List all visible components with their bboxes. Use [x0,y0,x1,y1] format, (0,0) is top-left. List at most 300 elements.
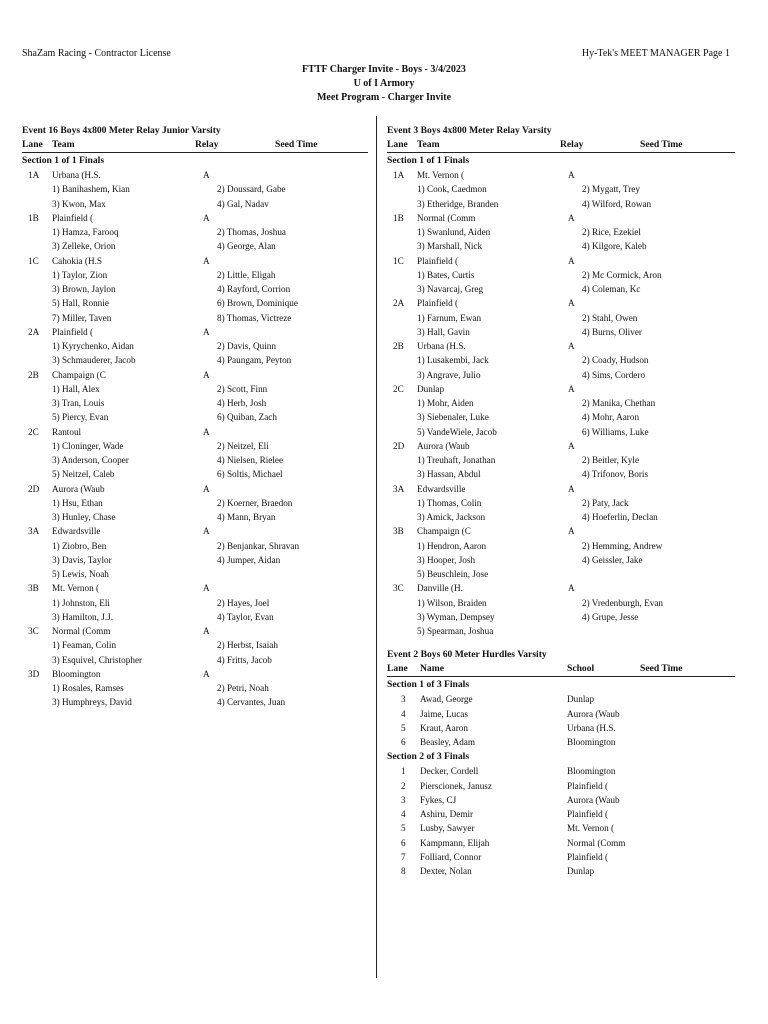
lane-number: 3 [401,694,406,705]
lane-number: 2D [28,483,40,494]
lane-number: 3C [28,626,39,636]
relay-athletes-row [387,182,735,196]
lane-number: 6 [401,837,406,848]
relay-athletes-row [22,610,368,624]
relay-athletes-row [387,282,735,296]
relay-athlete: 2) Coady, Hudson [582,355,649,366]
relay-athletes-row [387,311,735,325]
relay-athletes-row [22,496,368,510]
relay-athlete: 2) Hemming, Andrew [582,540,663,551]
relay-athlete: 5) Neitzel, Caleb [52,469,115,480]
relay-team-row [22,624,368,638]
team-name: Plainfield ( [417,255,459,266]
relay-athlete: 3) Wyman, Dempsey [417,611,495,622]
relay-athlete: 5) Piercy, Evan [52,412,109,423]
team-name: Urbana (H.S. [52,170,101,180]
lane-number: 2A [393,298,405,309]
relay-athlete: 4) Nielsen, Rielee [217,455,284,465]
header-team: Team [417,139,440,150]
relay-athlete: 2) Scott, Finn [217,383,268,394]
relay-athletes-row [387,596,735,610]
relay-athlete: 2) Beitler, Kyle [582,455,640,465]
relay-athlete: 4) Rayford, Corrion [217,284,291,294]
relay-athlete: 1) Taylor, Zion [52,269,108,280]
header-seed-time: Seed Time [640,663,683,675]
column-header-row [22,138,368,153]
header-relay: Relay [195,139,219,150]
relay-athlete: 5) Spearman, Joshua [417,626,494,636]
relay-athlete: 3) Hamilton, J.J. [52,611,113,622]
relay-athletes-row [387,453,735,467]
relay-athlete: 3) Humphreys, David [52,697,132,708]
event-block [387,648,735,878]
relay-team-row [387,482,735,496]
school-name: Mt. Vernon ( [567,823,615,834]
athlete-name: Beasley, Adam [420,737,476,747]
relay-athletes-row [22,553,368,567]
lane-number: 3D [28,668,40,679]
relay-athlete: 3) Davis, Taylor [52,554,112,565]
relay-athlete: 2) Davis, Quinn [217,341,276,351]
relay-athletes-row [22,453,368,467]
relay-athlete: 4) Gal, Nadav [217,198,269,209]
relay-athletes-row [387,539,735,553]
relay-athlete: 2) Mygatt, Trey [582,184,640,195]
relay-letter: A [203,483,210,494]
header-seed-time: Seed Time [275,139,318,150]
team-name: Rantoul [52,426,82,437]
relay-athlete: 4) Fritts, Jacob [217,654,272,665]
relay-athlete: 1) Kyrychenko, Aidan [52,341,134,351]
relay-athlete: 2) Paty, Jack [582,497,629,508]
relay-team-row [387,524,735,538]
lane-number: 1A [393,170,405,180]
athlete-name: Kraut, Aaron [420,722,468,733]
relay-team-row [387,382,735,396]
relay-athlete: 1) Feaman, Colin [52,640,117,651]
relay-athlete: 7) Miller, Taven [52,312,112,323]
relay-letter: A [203,369,210,380]
relay-athlete: 4) George, Alan [217,241,276,252]
relay-athletes-row [22,467,368,481]
event-title: Event 3 Boys 4x800 Meter Relay Varsity [387,125,552,136]
team-name: Normal (Comm [52,626,111,636]
relay-athletes-row [387,425,735,439]
school-name: Normal (Comm [567,837,626,848]
team-name: Mt. Vernon ( [417,170,465,180]
relay-team-row [22,667,368,681]
lane-number: 5 [401,722,406,733]
relay-athletes-row [22,596,368,610]
relay-letter: A [203,583,210,594]
athlete-name: Ashiru, Demir [420,809,474,819]
relay-letter: A [203,170,210,180]
entry-row [387,793,735,807]
team-name: Bloomington [52,668,101,679]
section-title: Section 1 of 1 Finals [387,155,470,166]
relay-athletes-row [22,681,368,695]
relay-athlete: 1) Thomas, Colin [417,497,482,508]
section-title: Section 2 of 3 Finals [387,751,470,763]
relay-athletes-row [22,353,368,367]
relay-athlete: 3) Etheridge, Branden [417,198,499,209]
relay-athlete: 3) Tran, Louis [52,398,105,408]
relay-athlete: 5) Hall, Ronnie [52,298,109,309]
column-divider [376,116,377,978]
header-school: School [567,663,595,675]
relay-athlete: 4) Taylor, Evan [217,611,274,622]
relay-athlete: 4) Jumper, Aidan [217,554,281,565]
relay-athlete: 4) Cervantes, Juan [217,697,286,708]
team-name: Urbana (H.S. [417,341,466,351]
relay-athlete: 2) Koerner, Braedon [217,497,293,508]
relay-athlete: 2) Thomas, Joshua [217,227,286,237]
relay-athletes-row [22,239,368,253]
relay-athletes-row [22,296,368,310]
relay-athlete: 4) Grupe, Jesse [582,611,639,622]
relay-team-row [22,254,368,268]
relay-letter: A [203,255,210,266]
relay-athlete: 1) Wilson, Braiden [417,597,487,608]
relay-athlete: 1) Farnum, Ewan [417,312,482,323]
relay-athlete: 4) Mann, Bryan [217,512,276,522]
relay-athlete: 1) Rosales, Ramses [52,683,124,693]
relay-letter: A [568,298,575,309]
relay-athlete: 3) Kwon, Max [52,198,106,209]
relay-athletes-row [387,239,735,253]
athlete-name: Kampmann, Elijah [420,837,490,848]
lane-number: 2A [28,326,40,337]
relay-team-row [22,524,368,538]
relay-team-row [387,296,735,310]
relay-athlete: 2) Benjankar, Shravan [217,540,300,551]
athlete-name: Jaime, Lucas [420,708,468,719]
team-name: Mt. Vernon ( [52,583,100,594]
lane-number: 3C [393,583,404,594]
relay-athlete: 2) Hayes, Joel [217,597,270,608]
relay-athletes-row [22,653,368,667]
lane-number: 2B [393,341,404,351]
athlete-name: Lusby, Sawyer [420,823,475,834]
lane-number: 2D [393,440,405,451]
relay-athletes-row [387,467,735,481]
relay-athletes-row [22,339,368,353]
relay-letter: A [203,212,210,223]
event-block [22,124,368,710]
relay-athlete: 1) Hsu, Ethan [52,497,103,508]
relay-athlete: 1) Johnston, Eli [52,597,110,608]
school-name: Plainfield ( [567,809,609,819]
entry-row [387,707,735,721]
header-software-page: Hy-Tek's MEET MANAGER Page 1 [581,48,730,59]
relay-athletes-row [22,311,368,325]
relay-athletes-row [387,396,735,410]
athlete-name: Folliard, Connor [420,851,482,862]
lane-number: 3A [393,483,405,494]
relay-athlete: 1) Hamza, Farooq [52,227,119,237]
header-name: Name [420,663,444,675]
relay-athletes-row [387,268,735,282]
entry-row [387,721,735,735]
relay-athletes-row [22,439,368,453]
relay-athlete: 1) Lusakembi, Jack [417,355,489,366]
lane-number: 1B [393,212,404,223]
relay-athletes-row [387,368,735,382]
relay-athletes-row [387,353,735,367]
relay-athletes-row [387,567,735,581]
relay-athletes-row [387,225,735,239]
athlete-name: Awad, George [420,694,473,705]
relay-athlete: 4) Burns, Oliver [582,326,642,337]
lane-number: 7 [401,851,406,862]
relay-athlete: 4) Kilgore, Kaleb [582,241,647,252]
school-name: Bloomington [567,737,616,747]
relay-athlete: 2) Herbst, Isaiah [217,640,278,651]
lane-number: 1C [28,255,39,266]
athlete-name: Dexter, Nolan [420,866,472,876]
relay-athlete: 1) Treuhaft, Jonathan [417,455,496,465]
relay-letter: A [203,326,210,337]
relay-letter: A [568,383,575,394]
relay-letter: A [568,526,575,537]
entry-row [387,850,735,864]
athlete-name: Decker, Cordell [420,766,479,777]
relay-team-row [22,325,368,339]
team-name: Danville (H. [417,583,463,594]
relay-athlete: 1) Swanlund, Aiden [417,227,491,237]
entry-row [387,821,735,835]
relay-athlete: 2) Doussard, Gabe [217,184,286,195]
relay-athletes-row [387,496,735,510]
school-name: Plainfield ( [567,780,609,791]
relay-team-row [22,581,368,595]
team-name: Aurora (Waub [417,440,470,451]
lane-number: 6 [401,737,406,747]
left-column [22,124,368,720]
lane-number: 3B [393,526,404,537]
relay-letter: A [203,426,210,437]
lane-number: 1B [28,212,39,223]
relay-athlete: 2) Manika, Chethan [582,398,656,408]
lane-number: 2B [28,369,39,380]
relay-team-row [22,482,368,496]
relay-athlete: 3) Schmauderer, Jacob [52,355,136,366]
relay-athlete: 2) Little, Eligah [217,269,276,280]
school-name: Aurora (Waub [567,794,620,805]
school-name: Dunlap [567,866,595,876]
entry-row [387,764,735,778]
relay-letter: A [568,212,575,223]
team-name: Champaign (C [417,526,471,537]
relay-team-row [387,439,735,453]
relay-athletes-row [387,325,735,339]
relay-athlete: 5) Beuschlein, Jose [417,569,489,579]
relay-athlete: 3) Anderson, Cooper [52,455,129,465]
relay-team-row [387,339,735,353]
relay-athlete: 4) Trifonov, Boris [582,469,649,480]
relay-athlete: 1) Hall, Alex [52,383,100,394]
relay-athletes-row [387,624,735,638]
relay-athlete: 3) Angrave, Julio [417,369,481,380]
relay-team-row [387,168,735,182]
relay-athlete: 1) Ziobro, Ben [52,540,107,551]
relay-athlete: 4) Geissler, Jake [582,554,643,565]
lane-number: 1C [393,255,404,266]
team-name: Dunlap [417,383,445,394]
header-license: ShaZam Racing - Contractor License [22,48,171,59]
relay-athlete: 4) Herb, Josh [217,398,267,408]
relay-athletes-row [22,382,368,396]
school-name: Plainfield ( [567,851,609,862]
meet-title: FTTF Charger Invite - Boys - 3/4/2023 [302,64,466,75]
relay-athlete: 6) Brown, Dominique [217,298,298,309]
relay-athlete: 3) Zelleke, Orion [52,241,116,252]
relay-athletes-row [22,268,368,282]
relay-letter: A [568,255,575,266]
relay-athlete: 2) Neitzel, Eli [217,440,269,451]
lane-number: 5 [401,823,406,834]
relay-athlete: 1) Mohr, Aiden [417,398,474,408]
relay-athletes-row [22,225,368,239]
header-lane: Lane [387,663,408,675]
relay-athlete: 1) Bates, Curtis [417,269,475,280]
lane-number: 3 [401,794,406,805]
team-name: Aurora (Waub [52,483,105,494]
relay-team-row [22,168,368,182]
relay-athletes-row [387,197,735,211]
lane-number: 4 [401,708,406,719]
relay-athlete: 3) Amick, Jackson [417,512,486,522]
event-title: Event 2 Boys 60 Meter Hurdles Varsity [387,649,547,661]
relay-team-row [22,368,368,382]
relay-letter: A [568,583,575,594]
right-column [387,124,735,888]
entry-row [387,836,735,850]
relay-team-row [387,254,735,268]
relay-athlete: 3) Brown, Jaylon [52,284,116,294]
lane-number: 3B [28,583,39,594]
relay-athlete: 5) VandeWiele, Jacob [417,426,497,437]
relay-athlete: 4) Hoeferlin, Declan [582,512,658,522]
lane-number: 4 [401,809,406,819]
entry-row [387,779,735,793]
relay-athlete: 3) Hunley, Chase [52,512,116,522]
relay-athlete: 2) Petri, Noah [217,683,269,693]
meet-venue: U of I Armory [353,78,415,89]
relay-athlete: 3) Siebenaler, Luke [417,412,489,423]
relay-athletes-row [387,553,735,567]
entry-row [387,735,735,749]
relay-athlete: 2) Vredenburgh, Evan [582,597,664,608]
header-lane: Lane [22,139,43,150]
entry-row [387,864,735,878]
relay-athlete: 4) Sims, Cordero [582,369,646,380]
relay-athlete: 1) Banihashem, Kian [52,184,130,195]
lane-number: 2C [393,383,404,394]
relay-team-row [387,581,735,595]
relay-team-row [387,211,735,225]
event-title: Event 16 Boys 4x800 Meter Relay Junior Varsity [22,125,221,136]
relay-athlete: 2) Stahl, Owen [582,312,638,323]
relay-athletes-row [387,510,735,524]
team-name: Cahokia (H.S [52,255,103,266]
team-name: Champaign (C [52,369,106,380]
event-block [387,124,735,638]
relay-athlete: 4) Mohr, Aaron [582,412,640,423]
section-title: Section 1 of 1 Finals [22,155,105,166]
relay-athlete: 3) Hassan, Abdul [417,469,481,480]
header-seed-time: Seed Time [640,139,683,150]
relay-athlete: 2) Mc Cormick, Aron [582,269,662,280]
relay-athletes-row [22,282,368,296]
athlete-name: Fykes, CJ [420,794,457,805]
team-name: Plainfield ( [417,298,459,309]
relay-athletes-row [22,695,368,709]
entry-row [387,807,735,821]
relay-team-row [22,211,368,225]
relay-letter: A [203,626,210,636]
relay-athletes-row [22,567,368,581]
relay-letter: A [568,170,575,180]
team-name: Edwardsville [417,483,466,494]
team-name: Plainfield ( [52,326,94,337]
athlete-name: Pierscionek, Janusz [420,780,492,791]
team-name: Edwardsville [52,526,101,537]
relay-athlete: 8) Thomas, Victreze [217,312,292,323]
relay-athlete: 4) Coleman, Kc [582,284,641,294]
lane-number: 1 [401,766,406,777]
header-team: Team [52,139,75,150]
relay-athlete: 6) Williams, Luke [582,426,649,437]
entry-row [387,692,735,706]
relay-athlete: 3) Navarcaj, Greg [417,284,484,294]
relay-athlete: 4) Paungam, Peyton [217,355,292,366]
school-name: Urbana (H.S. [567,722,616,733]
header-relay: Relay [560,139,584,150]
relay-athlete: 3) Hall, Gavin [417,326,470,337]
relay-athletes-row [22,182,368,196]
relay-athlete: 3) Hooper, Josh [417,554,476,565]
relay-athlete: 1) Cook, Caedmon [417,184,487,195]
relay-letter: A [568,341,575,351]
relay-athlete: 5) Lewis, Noah [52,569,109,579]
lane-number: 8 [401,866,406,876]
relay-athlete: 1) Hendron, Aaron [417,540,487,551]
section-title: Section 1 of 3 Finals [387,679,470,691]
relay-athlete: 6) Quiban, Zach [217,412,277,423]
relay-athletes-row [22,410,368,424]
column-header-row [387,138,735,153]
relay-athletes-row [22,638,368,652]
relay-athlete: 6) Soltis, Michael [217,469,283,480]
relay-athlete: 1) Cloninger, Wade [52,440,124,451]
relay-athletes-row [387,410,735,424]
header-lane: Lane [387,139,408,150]
relay-letter: A [568,440,575,451]
relay-letter: A [203,668,210,679]
relay-athletes-row [22,510,368,524]
relay-athletes-row [387,610,735,624]
meet-title-block [0,63,768,105]
lane-number: 2 [401,780,406,791]
lane-number: 3A [28,526,40,537]
relay-athlete: 3) Marshall, Nick [417,241,483,252]
relay-letter: A [568,483,575,494]
lane-number: 1A [28,170,40,180]
column-header-row [387,662,735,677]
relay-athletes-row [22,539,368,553]
relay-athlete: 4) Wilford, Rowan [582,198,652,209]
